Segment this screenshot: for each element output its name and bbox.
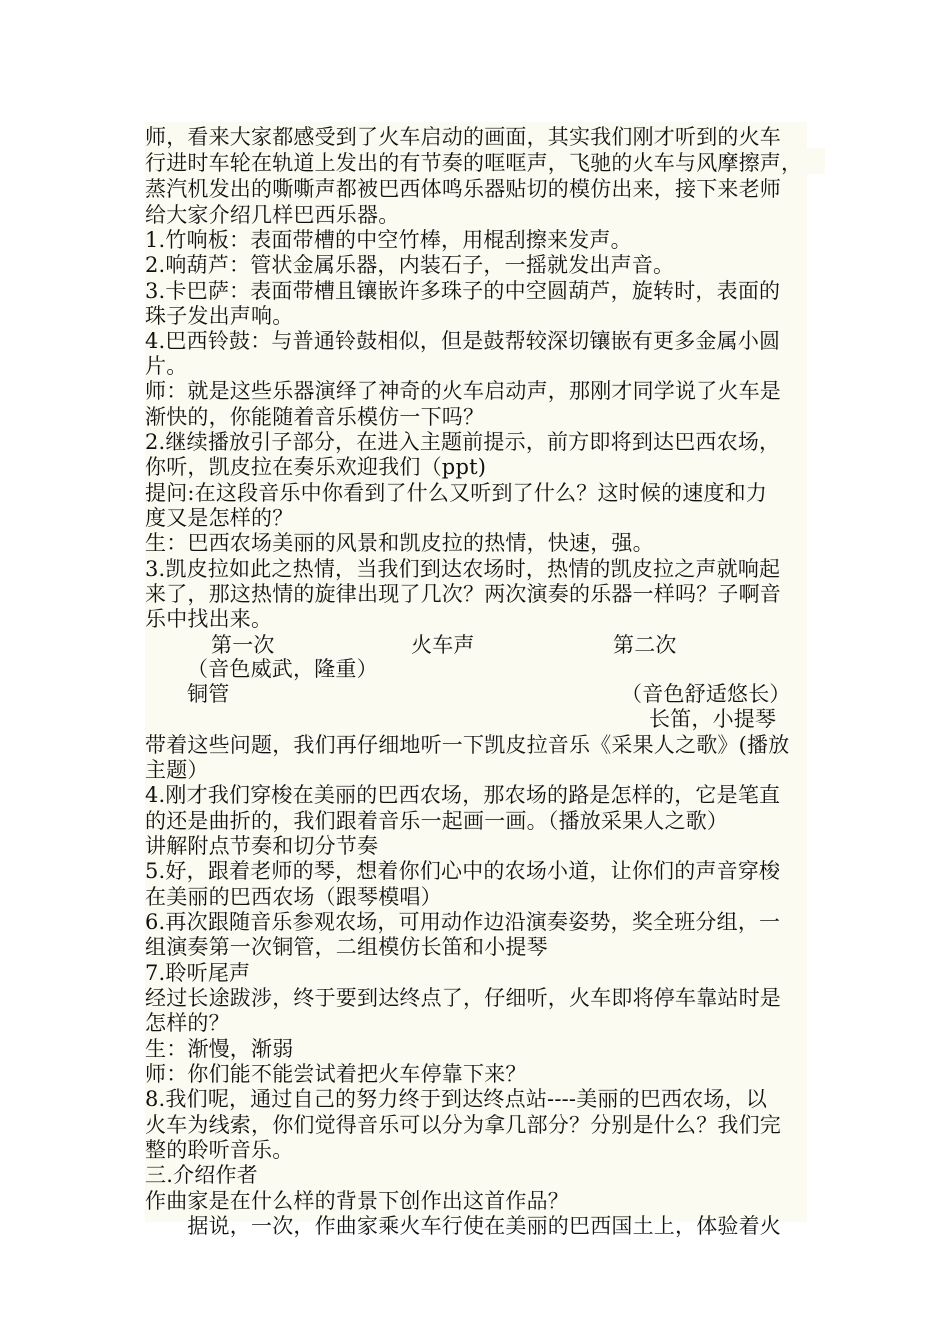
text-line: 提问:在这段音乐中你看到了什么又听到了什么？这时候的速度和力 bbox=[145, 481, 768, 505]
label-train-sound: 火车声 bbox=[411, 633, 475, 657]
text-line: 2.继续播放引子部分，在进入主题前提示，前方即将到达巴西农场， bbox=[145, 430, 781, 454]
text-line: 生：渐慢，渐弱 bbox=[145, 1037, 294, 1061]
text-line: 师：你们能不能尝试着把火车停靠下来？ bbox=[145, 1062, 527, 1086]
text-line: 7.聆听尾声 bbox=[145, 961, 251, 985]
text-line: 火车为线索，你们觉得音乐可以分为拿几部分？分别是什么？我们完 bbox=[145, 1113, 781, 1137]
text-line: 师，看来大家都感受到了火车启动的画面，其实我们刚才听到的火车 bbox=[145, 125, 781, 149]
text-line: 3.凯皮拉如此之热情，当我们到达农场时，热情的凯皮拉之声就响起 bbox=[145, 557, 781, 581]
text-line: 整的聆听音乐。 bbox=[145, 1138, 294, 1162]
label-second-time: 第二次 bbox=[613, 633, 677, 657]
document-body bbox=[145, 122, 807, 1238]
text-line: 带着这些问题，我们再仔细地听一下凯皮拉音乐《采果人之歌》(播放 bbox=[145, 733, 790, 757]
text-line: 作曲家是在什么样的背景下创作出这首作品？ bbox=[145, 1189, 569, 1213]
label-first-time: 第一次 bbox=[211, 633, 275, 657]
text-line: 的还是曲折的，我们跟着音乐一起画一画。（播放采果人之歌） bbox=[145, 809, 729, 833]
instrument-first: 铜管 bbox=[187, 682, 230, 706]
timbre-first: （音色威武，隆重） bbox=[187, 657, 378, 681]
text-line: 行进时车轮在轨道上发出的有节奏的哐哐声，飞驰的火车与风摩擦声， bbox=[145, 151, 803, 175]
text-line: 渐快的，你能随着音乐模仿一下吗？ bbox=[145, 405, 485, 429]
text-line: 据说，一次，作曲家乘火车行使在美丽的巴西国土上，体验着火 bbox=[145, 1214, 781, 1238]
text-line: 4.巴西铃鼓：与普通铃鼓相似，但是鼓帮较深切镶嵌有更多金属小圆 bbox=[145, 329, 781, 353]
text-line: 2.响葫芦：管状金属乐器，内装石子，一摇就发出声音。 bbox=[145, 253, 675, 277]
text-line: 度又是怎样的？ bbox=[145, 506, 294, 530]
text-line: 给大家介绍几样巴西乐器。 bbox=[145, 203, 400, 227]
text-line: 5.好，跟着老师的琴，想着你们心中的农场小道，让你们的声音穿梭 bbox=[145, 859, 781, 883]
timbre-second: （音色舒适悠长） bbox=[621, 682, 791, 706]
text-line: 师：就是这些乐器演绎了神奇的火车启动声，那刚才同学说了火车是 bbox=[145, 379, 781, 403]
text-line: 经过长途跋涉，终于要到达终点了，仔细听，火车即将停车靠站时是 bbox=[145, 986, 781, 1010]
text-line: 蒸汽机发出的嘶嘶声都被巴西体鸣乐器贴切的模仿出来，接下来老师 bbox=[145, 177, 781, 201]
instrument-second: 长笛，小提琴 bbox=[649, 707, 777, 731]
text-line: 你听，凯皮拉在奏乐欢迎我们（ppt) bbox=[145, 455, 487, 479]
text-line: 来了，那这热情的旋律出现了几次？两次演奏的乐器一样吗？子啊音 bbox=[145, 582, 781, 606]
text-line: 在美丽的巴西农场（跟琴模唱） bbox=[145, 885, 442, 909]
text-line: 主题） bbox=[145, 758, 209, 782]
text-line: 4.刚才我们穿梭在美丽的巴西农场，那农场的路是怎样的，它是笔直 bbox=[145, 783, 781, 807]
text-line: 3.卡巴萨：表面带槽且镶嵌许多珠子的中空圆葫芦，旋转时，表面的 bbox=[145, 279, 781, 303]
text-line: 6.再次跟随音乐参观农场，可用动作边沿演奏姿势，奖全班分组，一 bbox=[145, 910, 781, 934]
text-line: 8.我们呢，通过自己的努力终于到达终点站----美丽的巴西农场，以 bbox=[145, 1087, 768, 1111]
text-line: 生：巴西农场美丽的风景和凯皮拉的热情，快速，强。 bbox=[145, 531, 654, 555]
section-heading: 三.介绍作者 bbox=[145, 1163, 258, 1187]
text-line: 片。 bbox=[145, 354, 188, 378]
text-line: 乐中找出来。 bbox=[145, 607, 273, 631]
text-line: 1.竹响板：表面带槽的中空竹棒，用棍刮擦来发声。 bbox=[145, 228, 632, 252]
text-line: 怎样的？ bbox=[145, 1011, 230, 1035]
text-line: 珠子发出声响。 bbox=[145, 304, 294, 328]
text-line: 组演奏第一次铜管，二组模仿长笛和小提琴 bbox=[145, 935, 548, 959]
text-line: 讲解附点节奏和切分节奏 bbox=[145, 834, 379, 858]
